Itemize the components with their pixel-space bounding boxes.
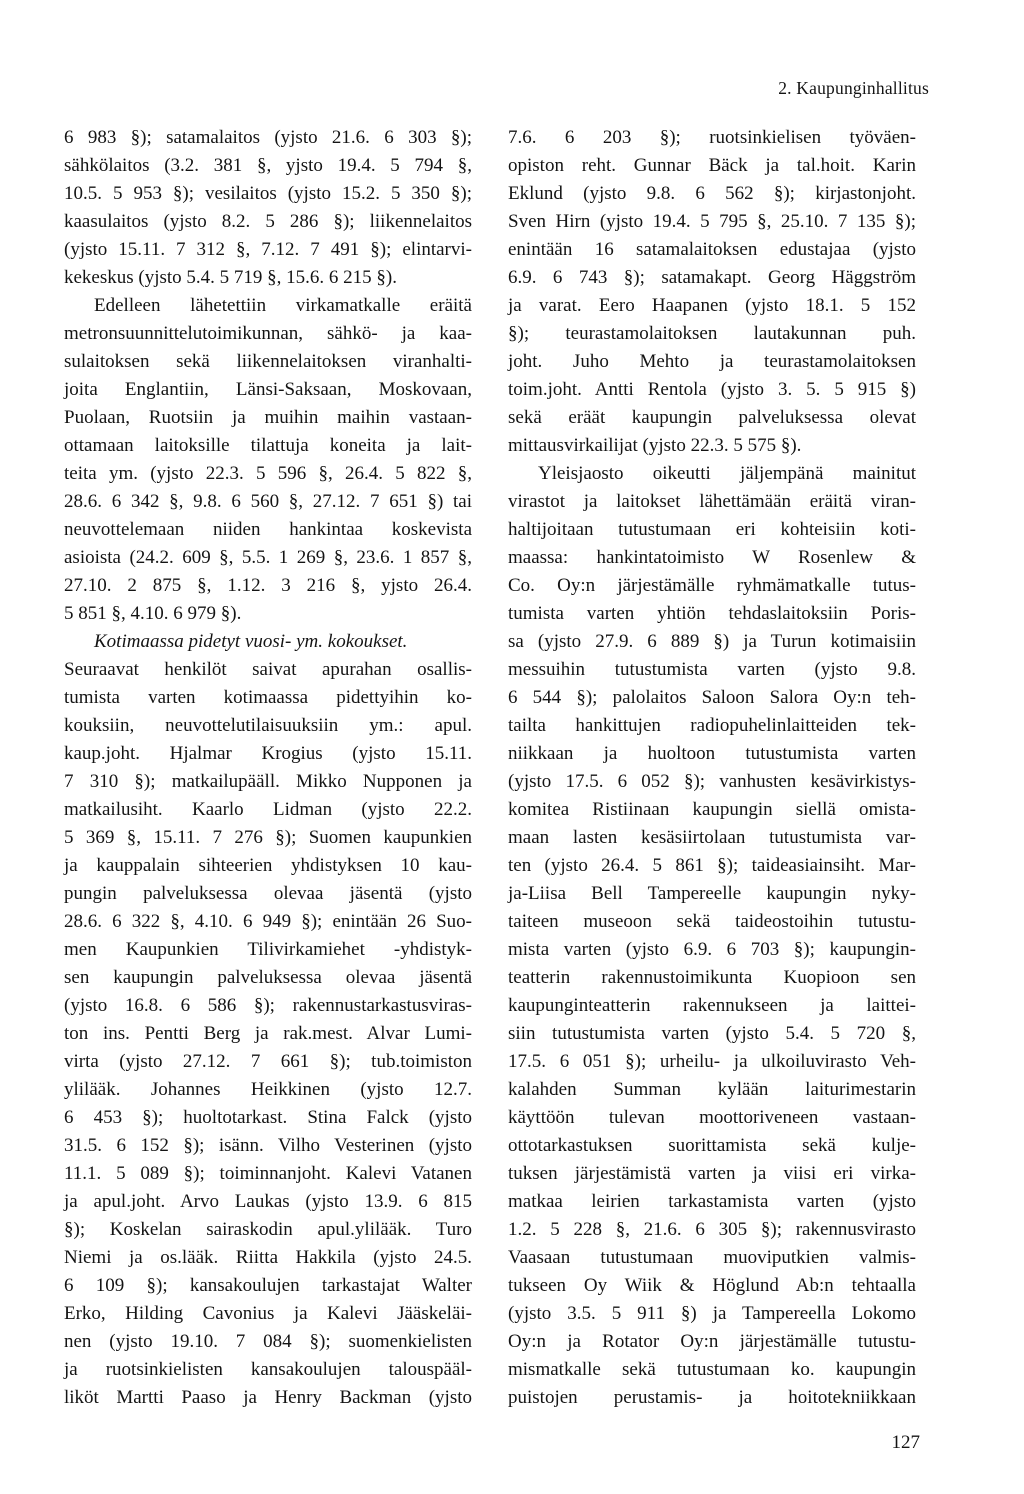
text-line: matkaa leirien tarkastamista varten (yjsto [508, 1191, 916, 1212]
page-number: 127 [891, 1432, 920, 1453]
text-line: messuihin tutustumista varten (yjsto 9.8. [508, 659, 916, 680]
text-line: tumista varten kotimaassa pidettyihin ko- [64, 687, 472, 708]
text-line: §); Koskelan sairaskodin apul.ylilääk. Turo [64, 1219, 472, 1240]
text-line: 31.5. 6 152 §); isänn. Vilho Vesterinen (yjsto [64, 1135, 472, 1156]
text-line: virastot ja laitokset lähettämään eräitä viran- [508, 491, 916, 512]
text-line: toim.joht. Antti Rentola (yjsto 3. 5. 5 915 §) [508, 379, 916, 400]
text-line: 1.2. 5 228 §, 21.6. 6 305 §); rakennusvirasto [508, 1219, 916, 1240]
text-line: nen (yjsto 19.10. 7 084 §); suomenkielisten [64, 1331, 472, 1352]
text-line: sekä eräät kaupungin palveluksessa olevat [508, 407, 916, 428]
text-line: sähkölaitos (3.2. 381 §, yjsto 19.4. 5 794 §, [64, 155, 472, 176]
text-line: kaup.joht. Hjalmar Krogius (yjsto 15.11. [64, 743, 472, 764]
text-line: Seuraavat henkilöt saivat apurahan osallis- [64, 659, 472, 680]
text-line: 11.1. 5 089 §); toiminnanjoht. Kalevi Vatanen [64, 1163, 472, 1184]
text-line: Yleisjaosto oikeutti jäljempänä mainitut [538, 463, 916, 484]
text-line: mittausvirkailijat (yjsto 22.3. 5 575 §). [508, 435, 802, 456]
text-line: 5 851 §, 4.10. 6 979 §). [64, 603, 242, 624]
text-line: Niemi ja os.lääk. Riitta Hakkila (yjsto 24.5. [64, 1247, 472, 1268]
text-line: 28.6. 6 342 §, 9.8. 6 560 §, 27.12. 7 651 §) tai [64, 491, 472, 512]
text-line: ja varat. Eero Haapanen (yjsto 18.1. 5 152 [508, 295, 916, 316]
text-line: kalahden Summan kylään laiturimestarin [508, 1079, 916, 1100]
text-line: liköt Martti Paaso ja Henry Backman (yjsto [64, 1387, 472, 1408]
text-line: kaasulaitos (yjsto 8.2. 5 286 §); liikennelaitos [64, 211, 472, 232]
text-line: 5 369 §, 15.11. 7 276 §); Suomen kaupunkien [64, 827, 472, 848]
text-line: ja kauppalain sihteerien yhdistyksen 10 kau- [64, 855, 472, 876]
text-line: kouksiin, neuvottelutilaisuuksiin ym.: apul. [64, 715, 472, 736]
text-line: joita Englantiin, Länsi-Saksaan, Moskovaan, [64, 379, 472, 400]
right-column [508, 124, 916, 1416]
text-line: 6 544 §); palolaitos Saloon Salora Oy:n teh- [508, 687, 916, 708]
running-header: 2. Kaupunginhallitus [778, 78, 929, 98]
text-line: mismatkalle sekä tutustumaan ko. kaupungin [508, 1359, 916, 1380]
text-line: maassa: hankintatoimisto W Rosenlew & [508, 547, 916, 568]
text-line: sen kaupungin palveluksessa olevaa jäsentä [64, 967, 472, 988]
text-line: mista varten (yjsto 6.9. 6 703 §); kaupungin- [508, 939, 916, 960]
text-line: joht. Juho Mehto ja teurastamolaitoksen [508, 351, 916, 372]
text-line: 7.6. 6 203 §); ruotsinkielisen työväen- [508, 127, 916, 148]
text-line: tailta hankittujen radiopuhelinlaitteiden tek- [508, 715, 916, 736]
text-line: teita ym. (yjsto 22.3. 5 596 §, 26.4. 5 822 §, [64, 463, 472, 484]
text-line: 28.6. 6 322 §, 4.10. 6 949 §); enintään 26 Suo- [64, 911, 472, 932]
text-line: neuvottelemaan niiden hankintaa koskevista [64, 519, 472, 540]
text-line: puistojen perustamis- ja hoitotekniikkaan [508, 1387, 916, 1408]
section-heading: Kotimaassa pidetyt vuosi- ym. kokoukset. [94, 631, 408, 652]
text-line: (yjsto 16.8. 6 586 §); rakennustarkastusviras- [64, 995, 472, 1016]
text-line: (yjsto 3.5. 5 911 §) ja Tampereella Lokomo [508, 1303, 916, 1324]
text-line: Puolaan, Ruotsiin ja muihin maihin vastaan- [64, 407, 472, 428]
text-line: matkailusiht. Kaarlo Lidman (yjsto 22.2. [64, 799, 472, 820]
text-line: teatterin rakennustoimikunta Kuopioon sen [508, 967, 916, 988]
text-line: tuksen järjestämistä varten ja viisi eri virka- [508, 1163, 916, 1184]
text-line: asioista (24.2. 609 §, 5.5. 1 269 §, 23.6. 1 857 §, [64, 547, 472, 568]
text-line: tumista varten yhtiön tehdaslaitoksiin Poris- [508, 603, 916, 624]
text-line: (yjsto 17.5. 6 052 §); vanhusten kesävirkistys- [508, 771, 916, 792]
text-line: käyttöön tulevan moottoriveneen vastaan- [508, 1107, 916, 1128]
text-line: 7 310 §); matkailupääll. Mikko Nupponen ja [64, 771, 472, 792]
text-line: ylilääk. Johannes Heikkinen (yjsto 12.7. [64, 1079, 472, 1100]
text-line: §); teurastamolaitoksen lautakunnan puh. [508, 323, 916, 344]
text-line: sa (yjsto 27.9. 6 889 §) ja Turun kotimaisiin [508, 631, 916, 652]
text-line: Oy:n ja Rotator Oy:n järjestämälle tutustu- [508, 1331, 916, 1352]
text-line: 27.10. 2 875 §, 1.12. 3 216 §, yjsto 26.4. [64, 575, 472, 596]
text-line: ja-Liisa Bell Tampereelle kaupungin nyky- [508, 883, 916, 904]
text-line: sulaitoksen sekä liikennelaitoksen viranhalti- [64, 351, 472, 372]
text-line: Vaasaan tutustumaan muoviputkien valmis- [508, 1247, 916, 1268]
text-line: Erko, Hilding Cavonius ja Kalevi Jääskeläi- [64, 1303, 472, 1324]
text-line: 10.5. 5 953 §); vesilaitos (yjsto 15.2. 5 350 §); [64, 183, 472, 204]
text-line: ottotarkastuksen suorittamista sekä kulje- [508, 1135, 916, 1156]
text-line: opiston reht. Gunnar Bäck ja tal.hoit. Karin [508, 155, 916, 176]
text-line: Eklund (yjsto 9.8. 6 562 §); kirjastonjoht. [508, 183, 916, 204]
text-line: Co. Oy:n järjestämälle ryhmämatkalle tutus- [508, 575, 916, 596]
text-line: siin tutustumista varten (yjsto 5.4. 5 720 §, [508, 1023, 916, 1044]
text-line: Sven Hirn (yjsto 19.4. 5 795 §, 25.10. 7 135 §); [508, 211, 916, 232]
text-line: ja apul.joht. Arvo Laukas (yjsto 13.9. 6 815 [64, 1191, 472, 1212]
text-line: metronsuunnittelutoimikunnan, sähkö- ja kaa- [64, 323, 472, 344]
text-line: kekeskus (yjsto 5.4. 5 719 §, 15.6. 6 215 §). [64, 267, 398, 288]
text-line: 6 453 §); huoltotarkast. Stina Falck (yjsto [64, 1107, 472, 1128]
text-line: men Kaupunkien Tilivirkamiehet -yhdistyk- [64, 939, 472, 960]
text-line: Edelleen lähetettiin virkamatkalle eräitä [94, 295, 472, 316]
text-line: 6 983 §); satamalaitos (yjsto 21.6. 6 303 §); [64, 127, 472, 148]
text-line: virta (yjsto 27.12. 7 661 §); tub.toimiston [64, 1051, 472, 1072]
text-line: ton ins. Pentti Berg ja rak.mest. Alvar Lumi- [64, 1023, 472, 1044]
text-line: ja ruotsinkielisten kansakoulujen talouspääl- [64, 1359, 472, 1380]
text-line: taiteen museoon sekä taideostoihin tutustu- [508, 911, 916, 932]
text-line: ottamaan laitoksille tilattuja koneita ja lait- [64, 435, 472, 456]
text-line: 6 109 §); kansakoulujen tarkastajat Walter [64, 1275, 472, 1296]
left-column [64, 124, 472, 1416]
text-line: tukseen Oy Wiik & Höglund Ab:n tehtaalla [508, 1275, 916, 1296]
text-line: komitea Ristiinaan kaupungin siellä omista- [508, 799, 916, 820]
text-line: enintään 16 satamalaitoksen edustajaa (yjsto [508, 239, 916, 260]
text-line: haltijoitaan tutustumaan eri kohteisiin koti- [508, 519, 916, 540]
text-line: ten (yjsto 26.4. 5 861 §); taideasiainsiht. Mar- [508, 855, 916, 876]
text-line: (yjsto 15.11. 7 312 §, 7.12. 7 491 §); elintarvi- [64, 239, 472, 260]
text-line: 17.5. 6 051 §); urheilu- ja ulkoiluvirasto Veh- [508, 1051, 916, 1072]
text-line: maan lasten kesäsiirtolaan tutustumista var- [508, 827, 916, 848]
text-line: kaupunginteatterin rakennukseen ja laittei- [508, 995, 916, 1016]
text-line: niikkaan ja huoltoon tutustumista varten [508, 743, 916, 764]
text-line: 6.9. 6 743 §); satamakapt. Georg Häggström [508, 267, 916, 288]
text-line: pungin palveluksessa olevaa jäsentä (yjsto [64, 883, 472, 904]
